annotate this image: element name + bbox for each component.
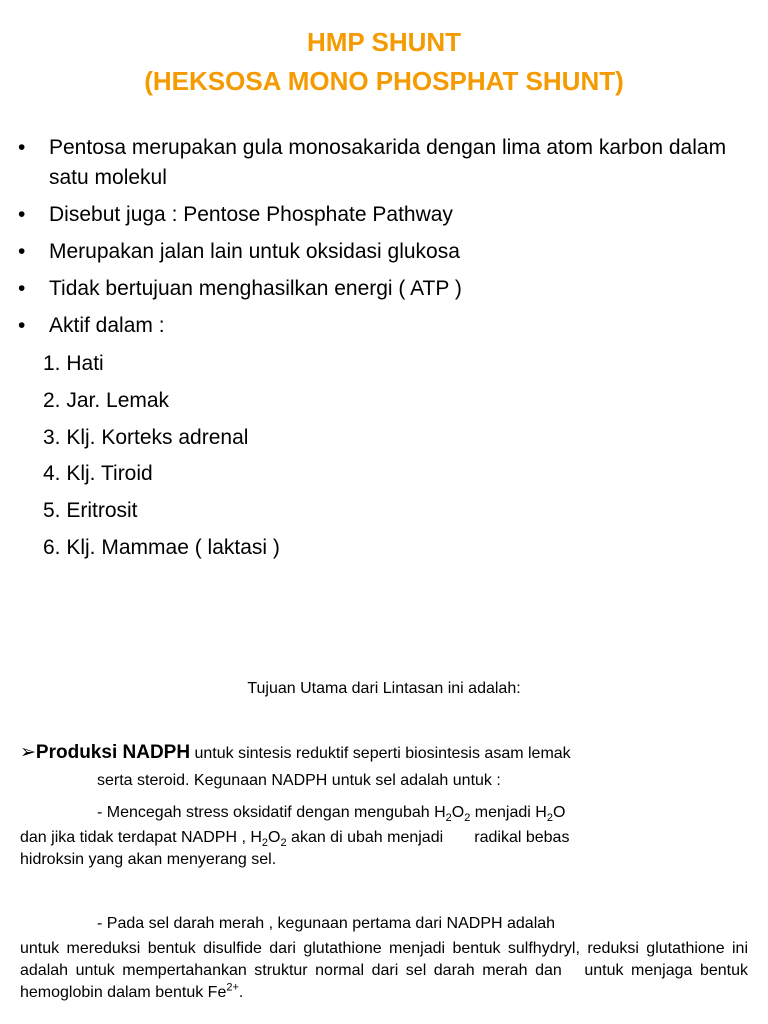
- paragraph-oxidative-stress-body: [20, 827, 755, 871]
- text-run: untuk mereduksi bentuk disulfide dari glutathione menjadi bentuk sulfhydryl, reduksi glutathione ini adalah untuk mempertahankan struktur normal dari sel darah merah dan untuk menjaga bentuk hemoglobin dalam bentuk Fe: [20, 940, 753, 1001]
- text-run: .: [238, 984, 244, 1001]
- arrow-bullet-icon: ➢: [20, 742, 36, 763]
- bullet-text: Aktif dalam :: [49, 314, 165, 337]
- text-run: dan jika tidak terdapat NADPH , H: [20, 829, 262, 846]
- organ-item: 3. Klj. Korteks adrenal: [43, 425, 249, 449]
- bullet-text: Tidak bertujuan menghasilkan energi ( ATP ): [49, 277, 462, 300]
- bullet-text: Disebut juga : Pentose Phosphate Pathway: [49, 203, 453, 226]
- nadph-rest-text: untuk sintesis reduktif seperti biosintesis asam lemak: [190, 745, 571, 762]
- subscript: 2: [445, 812, 452, 825]
- bullet-item: [18, 200, 753, 230]
- paragraph-red-blood-cell-body: [20, 938, 753, 1004]
- paragraph-oxidative-stress-first-line: [97, 802, 565, 824]
- text-run: O: [451, 804, 465, 821]
- organ-list: [43, 349, 280, 570]
- bullet-list: [18, 133, 753, 348]
- goal-heading: Tujuan Utama dari Lintasan ini adalah:: [247, 680, 521, 697]
- bullet-dot: •: [18, 136, 26, 159]
- subscript: 2: [280, 837, 287, 850]
- organ-item: 1. Hati: [43, 352, 104, 375]
- bullet-item: [18, 133, 753, 193]
- bullet-text: Merupakan jalan lain untuk oksidasi glukosa: [49, 240, 460, 263]
- bullet-item: [18, 274, 753, 304]
- organ-item: 5. Eritrosit: [43, 499, 138, 523]
- page-subtitle: (HEKSOSA MONO PHOSPHAT SHUNT): [144, 66, 624, 96]
- text-run: hidroksin yang akan menyerang sel.: [20, 851, 277, 868]
- bullet-dot: •: [18, 240, 26, 263]
- text-run: - Mencegah stress oksidatif dengan mengubah H: [97, 804, 446, 821]
- paragraph-red-blood-cell-first-line: - Pada sel darah merah , kegunaan pertama dari NADPH adalah: [97, 915, 556, 932]
- bullet-item: [18, 237, 753, 267]
- organ-item: 2. Jar. Lemak: [43, 388, 170, 412]
- subscript: 2: [464, 812, 471, 825]
- superscript: 2+: [226, 981, 239, 994]
- bullet-dot: •: [18, 203, 26, 226]
- page-title: HMP SHUNT: [306, 27, 462, 57]
- nadph-bold-label: Produksi NADPH: [35, 742, 191, 763]
- bullet-text: Pentosa merupakan gula monosakarida dengan lima atom karbon dalam satu molekul: [49, 136, 727, 189]
- text-run: O: [268, 829, 281, 846]
- nadph-second-line: serta steroid. Kegunaan NADPH untuk sel adalah untuk :: [97, 772, 501, 789]
- bullet-item: [18, 311, 753, 341]
- text-run: menjadi H: [470, 804, 547, 821]
- bullet-dot: •: [18, 277, 26, 300]
- text-run: akan di ubah menjadi radikal bebas: [286, 829, 570, 846]
- subscript: 2: [546, 812, 553, 825]
- nadph-heading-line: [20, 742, 760, 765]
- organ-item: 4. Klj. Tiroid: [43, 462, 153, 486]
- organ-item: 6. Klj. Mammae ( laktasi ): [43, 535, 280, 559]
- subscript: 2: [261, 837, 269, 850]
- bullet-dot: •: [18, 314, 26, 337]
- text-run: O: [552, 804, 566, 821]
